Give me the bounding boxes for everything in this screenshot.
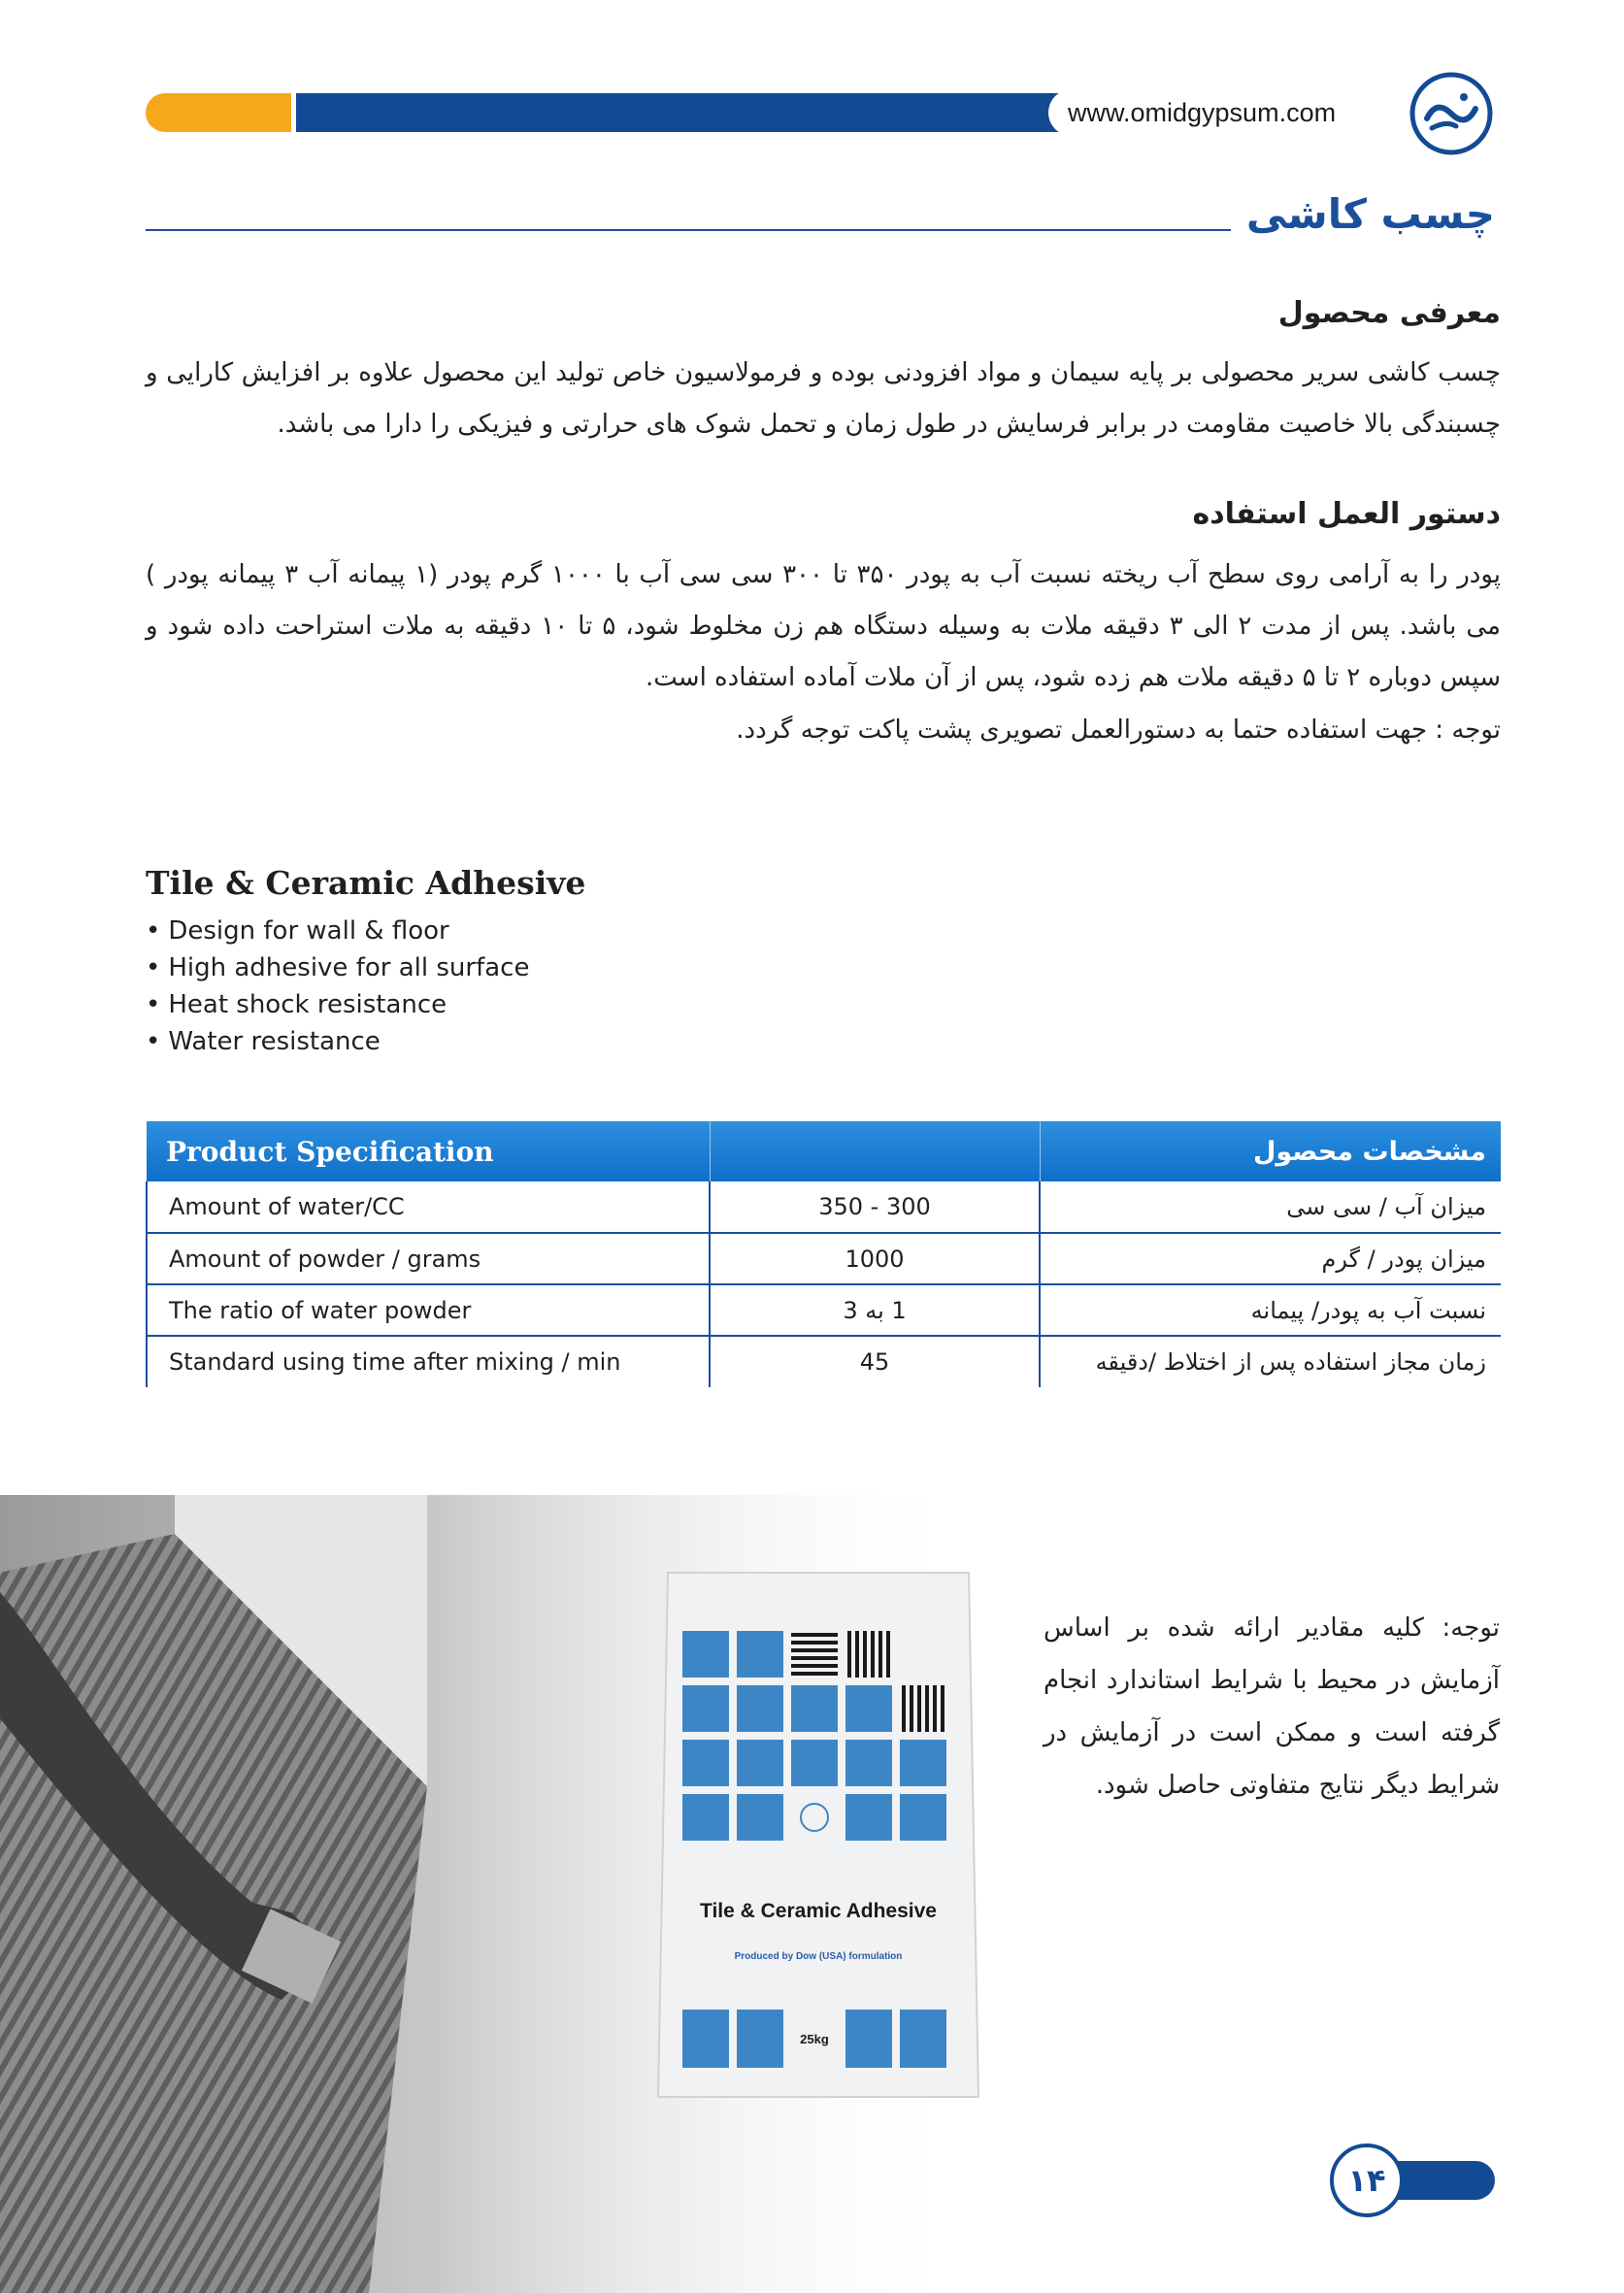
bag-name: Tile & Ceramic Adhesive: [700, 1900, 937, 1922]
spec-table: [146, 1121, 1501, 1387]
page-number: ۱۴: [1330, 2143, 1404, 2217]
omid-logo-icon: [1408, 70, 1495, 157]
spec-header-mid: [710, 1121, 1040, 1181]
row-label-en: Amount of water/CC: [147, 1181, 710, 1233]
row-label-fa: میزان آب / سی سی: [1040, 1181, 1501, 1233]
intro-heading: معرفی محصول: [1277, 296, 1501, 330]
table-row: [147, 1233, 1501, 1284]
bag-weight: 25kg: [800, 2032, 829, 2046]
test-note: توجه: کلیه مقادیر ارائه شده بر اساس آزمایش در محیط با شرایط استاندارد انجام گرفته است و ممکن است در آزمایش در شرایط دیگر نتایج متفاوتی حاصل شود.: [1044, 1613, 1500, 1800]
table-row: [147, 1336, 1501, 1387]
feature-item: • High adhesive for all surface: [146, 949, 529, 986]
intro-text: چسب کاشی سریر محصولی بر پایه سیمان و مواد افزودنی بوده و فرمولاسیون خاص تولید این محصول علاوه بر افزایش کارایی و چسبندگی بالا خاصیت مقاومت در برابر فرسایش در طول زمان و تحمل شوک های حرارتی و فیزیکی را دارا می باشد.: [146, 358, 1501, 439]
page-title: چسب کاشی: [1231, 190, 1495, 238]
row-label-fa: میزان پودر / گرم: [1040, 1233, 1501, 1284]
instructions-text: پودر را به آرامی روی سطح آب ریخته نسبت آب به پودر ۳۵۰ تا ۳۰۰ سی سی آب با ۱۰۰۰ گرم پودر (۱ پیمانه آب ۳ پیمانه پودر ) می باشد. پس از مدت ۲ الی ۳ دقیقه ملات به وسیله دستگاه هم زن مخلوط شود، ۵ تا ۱۰ دقیقه به ملات استراحت داده شود و سپس دوباره ۲ تا ۵ دقیقه ملات هم زده شود، پس از آن ملات آماده استفاده است.: [146, 560, 1502, 692]
spec-table-header: [147, 1121, 1501, 1181]
instructions-note: توجه : جهت استفاده حتما به دستورالعمل تصویری پشت پاکت توجه گردد.: [736, 715, 1501, 745]
row-label-en: Standard using time after mixing / min: [147, 1336, 710, 1387]
title-rule: [146, 229, 1272, 231]
feature-item: • Heat shock resistance: [146, 986, 529, 1023]
row-value: 1000: [710, 1233, 1040, 1284]
feature-item: • Design for wall & floor: [146, 913, 529, 949]
website-url[interactable]: www.omidgypsum.com: [1068, 98, 1337, 127]
table-row: [147, 1284, 1501, 1336]
row-value: 1 به 3: [710, 1284, 1040, 1336]
instructions-heading: دستور العمل استفاده: [1192, 497, 1501, 531]
spec-header-fa: مشخصات محصول: [1040, 1121, 1501, 1181]
row-value: 350 - 300: [710, 1181, 1040, 1233]
row-label-fa: زمان مجاز استفاده پس از اختلاط /دقیقه: [1095, 1348, 1486, 1376]
row-label-fa: نسبت آب به پودر/ پیمانه: [1040, 1284, 1501, 1336]
table-row: [147, 1181, 1501, 1233]
feature-list: [146, 913, 529, 1060]
feature-item: • Water resistance: [146, 1023, 529, 1060]
row-label-en: Amount of powder / grams: [147, 1233, 710, 1284]
row-value: 45: [710, 1336, 1040, 1387]
product-bag-image: [648, 1553, 988, 2116]
spec-header-en: Product Specification: [147, 1121, 710, 1181]
header-orange-bar: [146, 93, 291, 132]
row-label-en: The ratio of water powder: [147, 1284, 710, 1336]
english-title: Tile & Ceramic Adhesive: [146, 864, 586, 902]
bag-subtitle: Produced by Dow (USA) formulation: [734, 1951, 903, 1962]
